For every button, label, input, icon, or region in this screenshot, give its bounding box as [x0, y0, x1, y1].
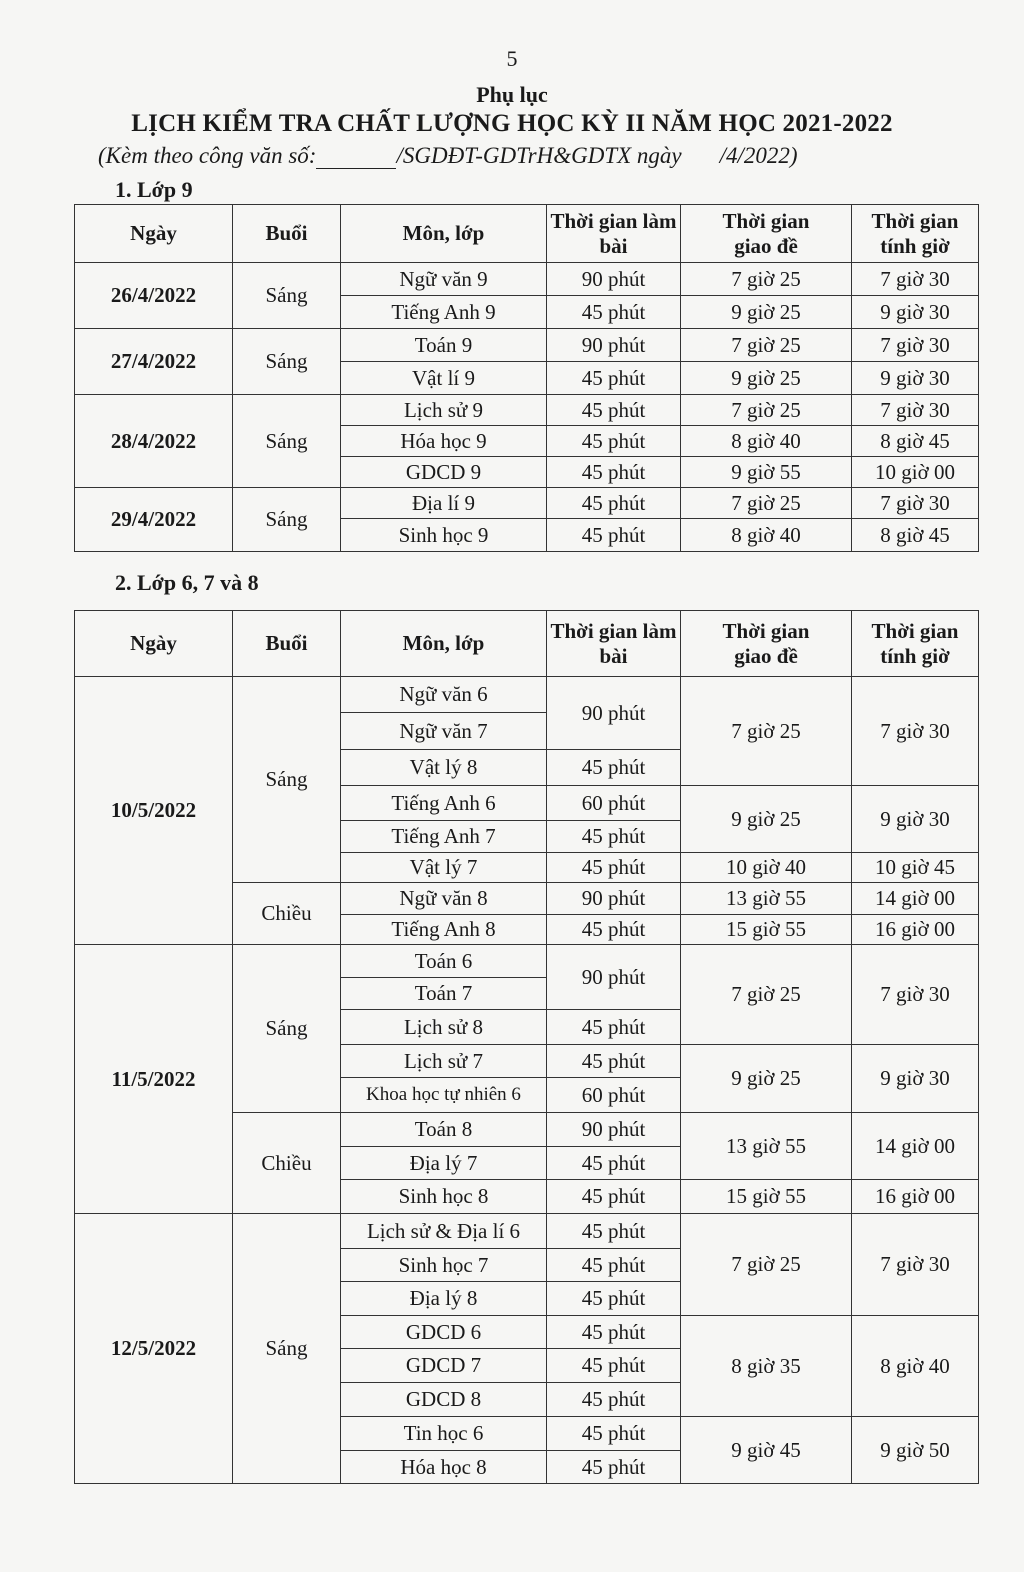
appendix-label: Phụ lục: [476, 82, 548, 107]
subject-cell: Khoa học tự nhiên 6: [341, 1078, 547, 1113]
duration-cell: 45 phút: [547, 296, 681, 329]
distribute-time-cell: 13 giờ 55: [681, 1113, 852, 1180]
table-row: [75, 1214, 979, 1249]
distribute-time-cell: 9 giờ 25: [681, 1045, 852, 1113]
distribute-time-cell: 15 giờ 55: [681, 1180, 852, 1214]
col-header-session: Buổi: [233, 205, 341, 263]
col-header-start-time: Thời gian tính giờ: [852, 205, 979, 263]
reference-prefix: (Kèm theo công văn số:: [98, 143, 317, 168]
date-cell: 12/5/2022: [75, 1214, 233, 1484]
start-time-cell: 16 giờ 00: [852, 915, 979, 945]
duration-cell: 45 phút: [547, 457, 681, 488]
distribute-time-cell: 8 giờ 40: [681, 426, 852, 457]
duration-cell: 45 phút: [547, 821, 681, 853]
distribute-time-cell: 15 giờ 55: [681, 915, 852, 945]
distribute-time-cell: 7 giờ 25: [681, 488, 852, 519]
distribute-time-cell: 13 giờ 55: [681, 883, 852, 915]
page-number: 5: [506, 46, 518, 71]
subject-cell: Tiếng Anh 9: [341, 296, 547, 329]
subject-cell: Tiếng Anh 6: [341, 786, 547, 821]
duration-cell: 60 phút: [547, 786, 681, 821]
start-time-cell: 7 giờ 30: [852, 945, 979, 1045]
distribute-time-cell: 10 giờ 40: [681, 853, 852, 883]
start-time-cell: 14 giờ 00: [852, 1113, 979, 1180]
subject-cell: Địa lý 7: [341, 1147, 547, 1180]
duration-cell: 45 phút: [547, 1045, 681, 1078]
table-row: [75, 677, 979, 713]
distribute-time-cell: 9 giờ 55: [681, 457, 852, 488]
duration-cell: 45 phút: [547, 1180, 681, 1214]
schedule-table-grade-9: [74, 204, 979, 552]
duration-cell: 45 phút: [547, 519, 681, 552]
date-cell: 11/5/2022: [75, 945, 233, 1214]
subject-cell: Hóa học 9: [341, 426, 547, 457]
subject-cell: Toán 9: [341, 329, 547, 362]
distribute-time-cell: 7 giờ 25: [681, 329, 852, 362]
subject-cell: Sinh học 9: [341, 519, 547, 552]
distribute-time-cell: 7 giờ 25: [681, 945, 852, 1045]
distribute-time-cell: 9 giờ 25: [681, 362, 852, 395]
distribute-time-cell: 8 giờ 35: [681, 1316, 852, 1417]
start-time-cell: 7 giờ 30: [852, 1214, 979, 1316]
col-header-date: Ngày: [75, 611, 233, 677]
distribute-time-cell: 7 giờ 25: [681, 677, 852, 786]
duration-cell: 90 phút: [547, 945, 681, 1010]
start-time-cell: 10 giờ 45: [852, 853, 979, 883]
start-time-cell: 9 giờ 30: [852, 296, 979, 329]
duration-cell: 45 phút: [547, 362, 681, 395]
date-cell: 26/4/2022: [75, 263, 233, 329]
subject-cell: Tin học 6: [341, 1417, 547, 1451]
duration-cell: 45 phút: [547, 1214, 681, 1249]
duration-cell: 90 phút: [547, 883, 681, 915]
table-row: [75, 263, 979, 296]
table-row: [75, 488, 979, 519]
start-time-cell: 8 giờ 40: [852, 1316, 979, 1417]
start-time-cell: 8 giờ 45: [852, 426, 979, 457]
reference-number-blank: [316, 148, 396, 169]
col-header-start-time: Thời gian tính giờ: [852, 611, 979, 677]
distribute-time-cell: 7 giờ 25: [681, 263, 852, 296]
duration-cell: 45 phút: [547, 488, 681, 519]
date-cell: 29/4/2022: [75, 488, 233, 552]
start-time-cell: 16 giờ 00: [852, 1180, 979, 1214]
subject-cell: Lịch sử 8: [341, 1010, 547, 1045]
subject-cell: Địa lý 8: [341, 1282, 547, 1316]
section-title-grade-9: 1. Lớp 9: [115, 177, 193, 202]
subject-cell: Vật lý 7: [341, 853, 547, 883]
col-header-subject: Môn, lớp: [341, 205, 547, 263]
duration-cell: 45 phút: [547, 1249, 681, 1282]
duration-cell: 60 phút: [547, 1078, 681, 1113]
col-header-duration: Thời gian làm bài: [547, 611, 681, 677]
subject-cell: Sinh học 8: [341, 1180, 547, 1214]
session-cell: Sáng: [233, 488, 341, 552]
subject-cell: Lịch sử 9: [341, 395, 547, 426]
duration-cell: 45 phút: [547, 853, 681, 883]
date-cell: 10/5/2022: [75, 677, 233, 945]
subject-cell: Địa lí 9: [341, 488, 547, 519]
session-cell: Chiều: [233, 1113, 341, 1214]
subject-cell: Toán 8: [341, 1113, 547, 1147]
session-cell: Sáng: [233, 677, 341, 883]
subject-cell: Lịch sử & Địa lí 6: [341, 1214, 547, 1249]
session-cell: Sáng: [233, 395, 341, 488]
schedule-table-grades-6-7-8: [74, 610, 979, 1484]
table-header-row: [75, 611, 979, 677]
duration-cell: 45 phút: [547, 1451, 681, 1484]
table-row: [75, 945, 979, 978]
subject-cell: Toán 7: [341, 978, 547, 1010]
date-cell: 28/4/2022: [75, 395, 233, 488]
distribute-time-cell: 9 giờ 25: [681, 786, 852, 853]
col-header-duration: Thời gian làm bài: [547, 205, 681, 263]
distribute-time-cell: 9 giờ 25: [681, 296, 852, 329]
session-cell: Sáng: [233, 945, 341, 1113]
start-time-cell: 7 giờ 30: [852, 263, 979, 296]
document-title: LỊCH KIỂM TRA CHẤT LƯỢNG HỌC KỲ II NĂM HỌC 2021-2022: [131, 110, 893, 137]
duration-cell: 45 phút: [547, 1349, 681, 1383]
start-time-cell: 14 giờ 00: [852, 883, 979, 915]
table-row: [75, 329, 979, 362]
subject-cell: Ngữ văn 7: [341, 713, 547, 750]
subject-cell: Vật lí 9: [341, 362, 547, 395]
section-title-grades-6-7-8: 2. Lớp 6, 7 và 8: [115, 570, 259, 595]
col-header-distribute-time: Thời gian giao đề: [681, 205, 852, 263]
subject-cell: GDCD 6: [341, 1316, 547, 1349]
duration-cell: 45 phút: [547, 1147, 681, 1180]
distribute-time-cell: 8 giờ 40: [681, 519, 852, 552]
subject-cell: Lịch sử 7: [341, 1045, 547, 1078]
start-time-cell: 7 giờ 30: [852, 395, 979, 426]
subject-cell: Tiếng Anh 7: [341, 821, 547, 853]
start-time-cell: 7 giờ 30: [852, 677, 979, 786]
start-time-cell: 9 giờ 30: [852, 362, 979, 395]
date-cell: 27/4/2022: [75, 329, 233, 395]
subject-cell: Toán 6: [341, 945, 547, 978]
col-header-date: Ngày: [75, 205, 233, 263]
subject-cell: Ngữ văn 6: [341, 677, 547, 713]
start-time-cell: 9 giờ 30: [852, 786, 979, 853]
reference-code: /SGDĐT-GDTrH&GDTX ngày: [396, 143, 682, 168]
duration-cell: 45 phút: [547, 1316, 681, 1349]
duration-cell: 45 phút: [547, 750, 681, 786]
session-cell: Sáng: [233, 263, 341, 329]
duration-cell: 45 phút: [547, 426, 681, 457]
distribute-time-cell: 7 giờ 25: [681, 395, 852, 426]
table-header-row: [75, 205, 979, 263]
distribute-time-cell: 9 giờ 45: [681, 1417, 852, 1484]
subject-cell: Tiếng Anh 8: [341, 915, 547, 945]
session-cell: Chiều: [233, 883, 341, 945]
subject-cell: Ngữ văn 8: [341, 883, 547, 915]
duration-cell: 90 phút: [547, 329, 681, 362]
reference-date-suffix: /4/2022): [719, 143, 798, 168]
session-cell: Sáng: [233, 1214, 341, 1484]
table-row: [75, 395, 979, 426]
subject-cell: GDCD 7: [341, 1349, 547, 1383]
session-cell: Sáng: [233, 329, 341, 395]
subject-cell: Ngữ văn 9: [341, 263, 547, 296]
subject-cell: Vật lý 8: [341, 750, 547, 786]
start-time-cell: 9 giờ 50: [852, 1417, 979, 1484]
subject-cell: Sinh học 7: [341, 1249, 547, 1282]
duration-cell: 90 phút: [547, 263, 681, 296]
start-time-cell: 8 giờ 45: [852, 519, 979, 552]
duration-cell: 45 phút: [547, 1383, 681, 1417]
duration-cell: 45 phút: [547, 1010, 681, 1045]
duration-cell: 45 phút: [547, 915, 681, 945]
start-time-cell: 10 giờ 00: [852, 457, 979, 488]
start-time-cell: 7 giờ 30: [852, 488, 979, 519]
col-header-session: Buổi: [233, 611, 341, 677]
document-reference: [98, 143, 798, 169]
col-header-subject: Môn, lớp: [341, 611, 547, 677]
subject-cell: GDCD 8: [341, 1383, 547, 1417]
duration-cell: 45 phút: [547, 395, 681, 426]
duration-cell: 90 phút: [547, 1113, 681, 1147]
duration-cell: 90 phút: [547, 677, 681, 750]
col-header-distribute-time: Thời gian giao đề: [681, 611, 852, 677]
duration-cell: 45 phút: [547, 1282, 681, 1316]
subject-cell: GDCD 9: [341, 457, 547, 488]
duration-cell: 45 phút: [547, 1417, 681, 1451]
start-time-cell: 7 giờ 30: [852, 329, 979, 362]
distribute-time-cell: 7 giờ 25: [681, 1214, 852, 1316]
subject-cell: Hóa học 8: [341, 1451, 547, 1484]
start-time-cell: 9 giờ 30: [852, 1045, 979, 1113]
